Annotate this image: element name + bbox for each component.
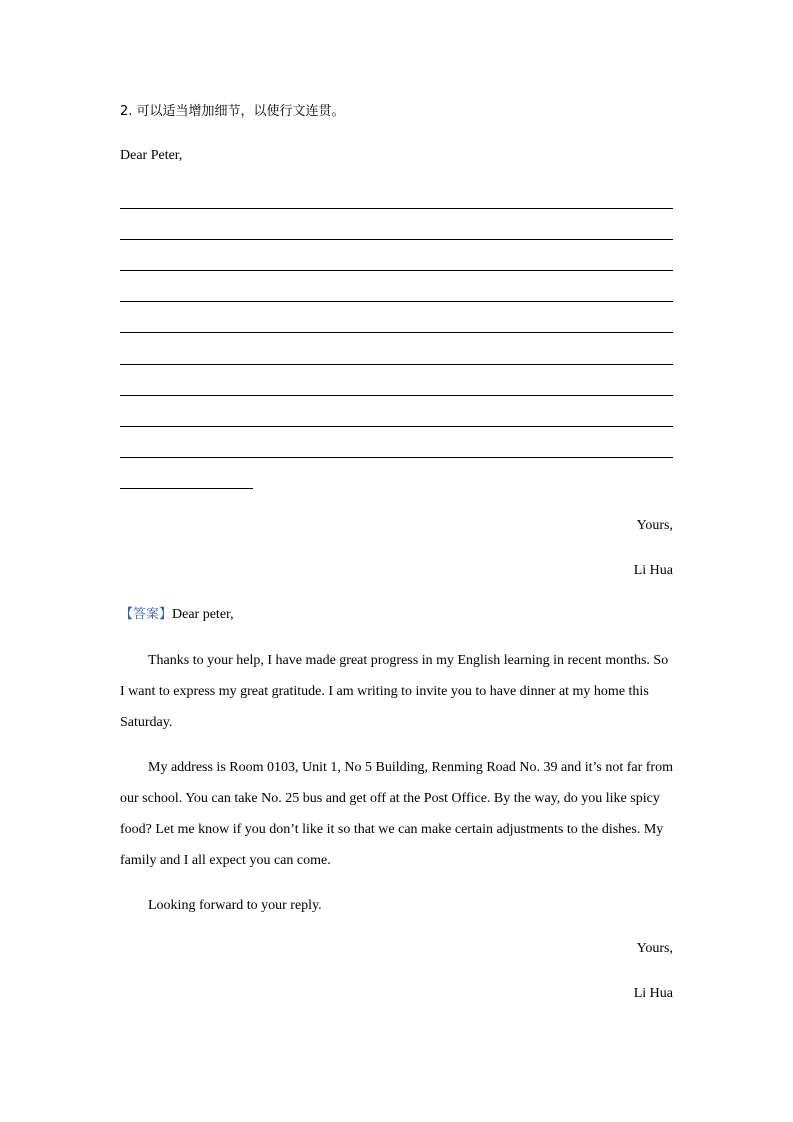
prompt-signature: Li Hua: [633, 563, 673, 578]
answer-paragraph-2: My address is Room 0103, Unit 1, No 5 Building, Renming Road No. 39 and it’s not far from our school. You can take No. 25 bus and get off at the Post Office. By the way, do you like spicy food? Let me know if you don’t like it so that we can make certain adjustments to the dishes. My family and I all expect you can come.: [120, 760, 673, 868]
writing-line: [120, 208, 673, 209]
prompt-closing: Yours,: [636, 518, 673, 533]
answer-signature: Li Hua: [633, 986, 673, 1001]
answer-tag: 【答案】: [120, 607, 173, 622]
answer-paragraph-1: Thanks to your help, I have made great progress in my English learning in recent months. So I want to express my great gratitude. I am writing to invite you to have dinner at my home this Saturday.: [120, 653, 669, 730]
instruction-text: 2. 可以适当增加细节，以使行文连贯。: [120, 104, 345, 119]
answer-closing: Yours,: [636, 941, 673, 956]
writing-line: [120, 301, 673, 302]
writing-line: [120, 270, 673, 271]
prompt-greeting: Dear Peter,: [120, 148, 183, 163]
writing-line: [120, 332, 673, 333]
writing-line: [120, 457, 673, 458]
answer-heading: [120, 606, 234, 624]
writing-line: [120, 426, 673, 427]
writing-line: [120, 364, 673, 365]
writing-line-short: [120, 488, 253, 489]
writing-line: [120, 239, 673, 240]
answer-paragraph-3: Looking forward to your reply.: [148, 898, 322, 913]
answer-greeting: Dear peter,: [172, 607, 234, 622]
writing-line: [120, 395, 673, 396]
